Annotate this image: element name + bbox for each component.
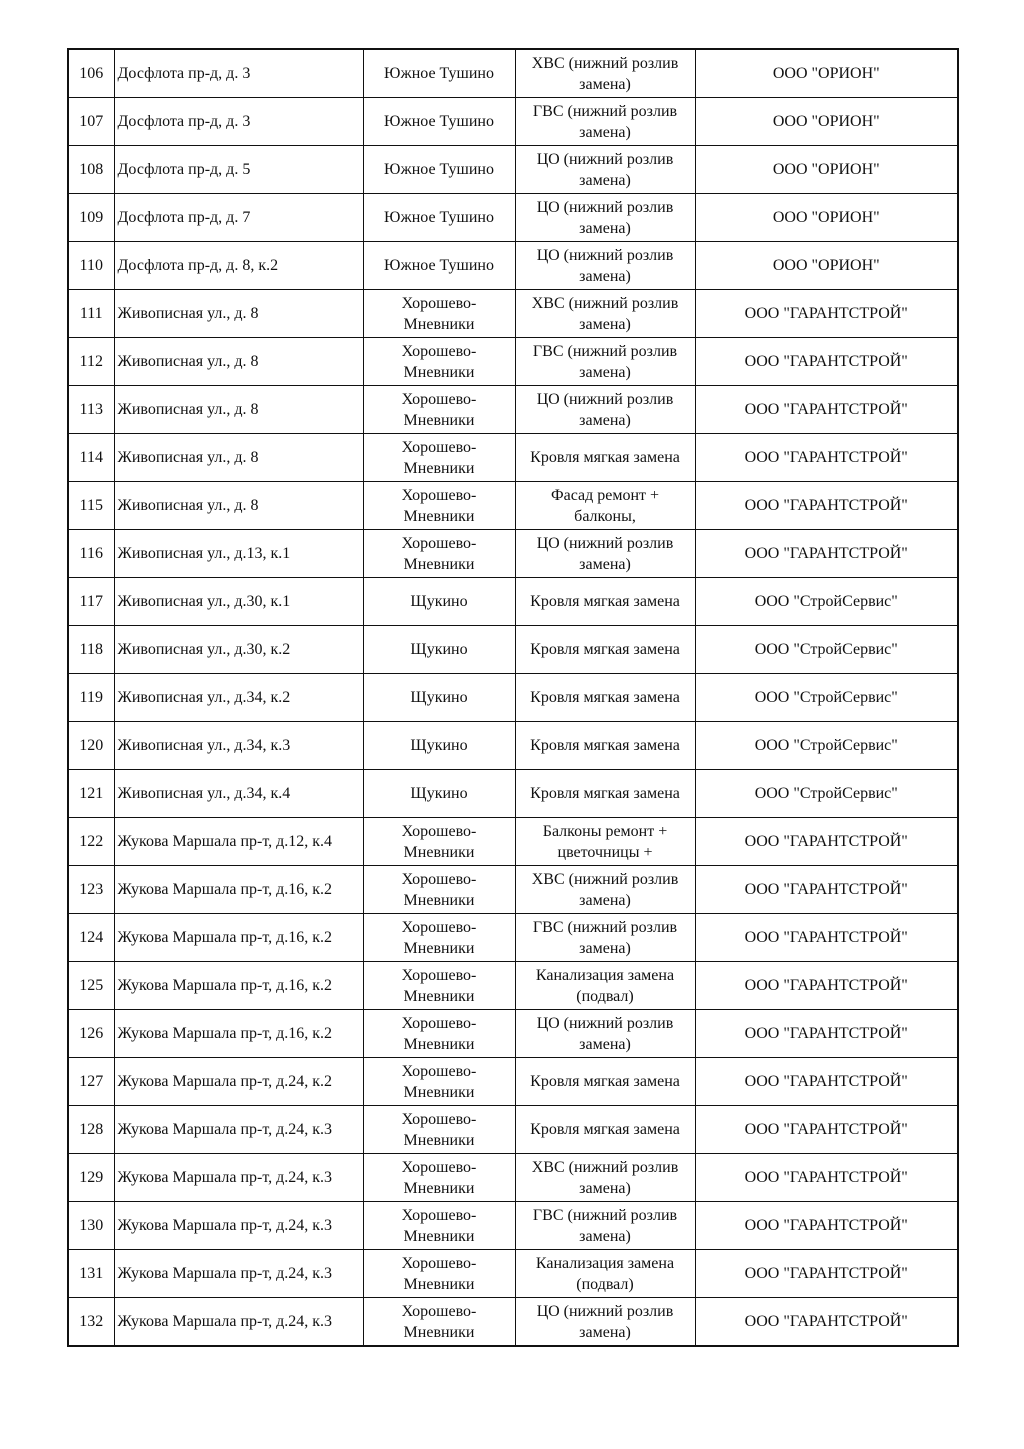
address-cell: Жукова Маршала пр-т, д.24, к.3 (114, 1298, 363, 1347)
district-line: Хорошево- (401, 294, 477, 312)
address-cell: Живописная ул., д. 8 (114, 386, 363, 434)
row-number: 132 (68, 1298, 114, 1347)
district-cell (363, 482, 515, 530)
work-type-line: ГВС (нижний розлив (532, 918, 678, 936)
row-number: 117 (68, 578, 114, 626)
address-cell: Жукова Маршала пр-т, д.24, к.2 (114, 1058, 363, 1106)
works-table (67, 48, 959, 1347)
district-cell (363, 1106, 515, 1154)
row-number: 109 (68, 194, 114, 242)
district-line: Мневники (403, 1275, 475, 1293)
district-line: Хорошево- (401, 1302, 477, 1320)
contractor-cell: ООО "ГАРАНТСТРОЙ" (695, 1058, 958, 1106)
table-row (68, 290, 958, 338)
table-row (68, 1154, 958, 1202)
district-cell (363, 1202, 515, 1250)
work-type-line: замена) (579, 75, 631, 93)
table-row (68, 146, 958, 194)
district-line: Мневники (403, 939, 475, 957)
work-type-cell (515, 338, 695, 386)
address-cell: Жукова Маршала пр-т, д.24, к.3 (114, 1154, 363, 1202)
district-line: Южное Тушино (384, 209, 494, 226)
work-type-cell (515, 194, 695, 242)
contractor-cell: ООО "ГАРАНТСТРОЙ" (695, 818, 958, 866)
row-number: 112 (68, 338, 114, 386)
work-type-cell (515, 626, 695, 674)
work-type-line: замена) (579, 123, 631, 141)
district-cell (363, 386, 515, 434)
row-number: 126 (68, 1010, 114, 1058)
address-cell: Живописная ул., д.30, к.1 (114, 578, 363, 626)
address-cell: Досфлота пр-д, д. 7 (114, 194, 363, 242)
row-number: 127 (68, 1058, 114, 1106)
district-cell (363, 194, 515, 242)
work-type-cell (515, 578, 695, 626)
district-line: Щукино (410, 689, 468, 706)
address-cell: Живописная ул., д.13, к.1 (114, 530, 363, 578)
district-line: Мневники (403, 843, 475, 861)
district-line: Хорошево- (401, 1062, 477, 1080)
contractor-cell: ООО "ГАРАНТСТРОЙ" (695, 1106, 958, 1154)
work-type-line: ЦО (нижний розлив (536, 246, 674, 264)
district-line: Мневники (403, 1227, 475, 1245)
work-type-cell (515, 770, 695, 818)
district-line: Щукино (410, 785, 468, 802)
work-type-line: Канализация замена (535, 1254, 675, 1272)
work-type-line: балконы, (574, 507, 636, 525)
district-line: Хорошево- (401, 822, 477, 840)
work-type-line: Кровля мягкая замена (530, 449, 680, 466)
work-type-line: (подвал) (576, 987, 634, 1005)
work-type-line: Кровля мягкая замена (530, 785, 680, 802)
table-row (68, 1202, 958, 1250)
district-cell (363, 98, 515, 146)
address-cell: Жукова Маршала пр-т, д.16, к.2 (114, 914, 363, 962)
work-type-line: Кровля мягкая замена (530, 1121, 680, 1138)
table-row (68, 866, 958, 914)
work-type-cell (515, 818, 695, 866)
district-line: Мневники (403, 1131, 475, 1149)
district-cell (363, 818, 515, 866)
address-cell: Живописная ул., д. 8 (114, 290, 363, 338)
table-row (68, 578, 958, 626)
work-type-line: замена) (579, 411, 631, 429)
work-type-cell (515, 1106, 695, 1154)
row-number: 125 (68, 962, 114, 1010)
row-number: 115 (68, 482, 114, 530)
work-type-line: ХВС (нижний розлив (531, 294, 679, 312)
work-type-cell (515, 866, 695, 914)
table-row (68, 674, 958, 722)
row-number: 118 (68, 626, 114, 674)
district-line: Мневники (403, 459, 475, 477)
address-cell: Живописная ул., д.30, к.2 (114, 626, 363, 674)
district-cell (363, 146, 515, 194)
works-table-body (68, 49, 958, 1346)
table-row (68, 434, 958, 482)
address-cell: Жукова Маршала пр-т, д.24, к.3 (114, 1106, 363, 1154)
district-line: Хорошево- (401, 1014, 477, 1032)
table-row (68, 1298, 958, 1347)
contractor-cell: ООО "ГАРАНТСТРОЙ" (695, 1202, 958, 1250)
work-type-cell (515, 146, 695, 194)
address-cell: Досфлота пр-д, д. 8, к.2 (114, 242, 363, 290)
work-type-line: ГВС (нижний розлив (532, 1206, 678, 1224)
contractor-cell: ООО "ОРИОН" (695, 194, 958, 242)
table-row (68, 1058, 958, 1106)
contractor-cell: ООО "СтройСервис" (695, 770, 958, 818)
row-number: 129 (68, 1154, 114, 1202)
district-line: Мневники (403, 555, 475, 573)
work-type-cell (515, 914, 695, 962)
work-type-cell (515, 482, 695, 530)
district-line: Мневники (403, 1323, 475, 1341)
contractor-cell: ООО "ГАРАНТСТРОЙ" (695, 482, 958, 530)
work-type-line: замена) (579, 219, 631, 237)
district-line: Южное Тушино (384, 161, 494, 178)
contractor-cell: ООО "СтройСервис" (695, 674, 958, 722)
contractor-cell: ООО "СтройСервис" (695, 578, 958, 626)
address-cell: Живописная ул., д.34, к.3 (114, 722, 363, 770)
district-line: Хорошево- (401, 1158, 477, 1176)
table-row (68, 530, 958, 578)
contractor-cell: ООО "ГАРАНТСТРОЙ" (695, 1154, 958, 1202)
contractor-cell: ООО "ГАРАНТСТРОЙ" (695, 434, 958, 482)
row-number: 110 (68, 242, 114, 290)
district-cell (363, 1250, 515, 1298)
address-cell: Досфлота пр-д, д. 3 (114, 49, 363, 98)
table-row (68, 482, 958, 530)
address-cell: Живописная ул., д.34, к.2 (114, 674, 363, 722)
address-cell: Живописная ул., д. 8 (114, 338, 363, 386)
work-type-line: замена) (579, 555, 631, 573)
work-type-line: ЦО (нижний розлив (536, 1302, 674, 1320)
row-number: 122 (68, 818, 114, 866)
work-type-line: ЦО (нижний розлив (536, 534, 674, 552)
table-row (68, 818, 958, 866)
row-number: 123 (68, 866, 114, 914)
work-type-line: ХВС (нижний розлив (531, 54, 679, 72)
work-type-cell (515, 98, 695, 146)
district-line: Хорошево- (401, 918, 477, 936)
district-cell (363, 578, 515, 626)
district-cell (363, 866, 515, 914)
work-type-cell (515, 1202, 695, 1250)
row-number: 116 (68, 530, 114, 578)
contractor-cell: ООО "ГАРАНТСТРОЙ" (695, 866, 958, 914)
contractor-cell: ООО "ГАРАНТСТРОЙ" (695, 962, 958, 1010)
contractor-cell: ООО "ГАРАНТСТРОЙ" (695, 914, 958, 962)
work-type-cell (515, 722, 695, 770)
table-row (68, 49, 958, 98)
work-type-line: ЦО (нижний розлив (536, 198, 674, 216)
contractor-cell: ООО "ГАРАНТСТРОЙ" (695, 530, 958, 578)
district-cell (363, 722, 515, 770)
work-type-line: ЦО (нижний розлив (536, 390, 674, 408)
work-type-cell (515, 1154, 695, 1202)
document-page (67, 48, 957, 1347)
work-type-line: Канализация замена (535, 966, 675, 984)
contractor-cell: ООО "ГАРАНТСТРОЙ" (695, 290, 958, 338)
contractor-cell: ООО "ОРИОН" (695, 242, 958, 290)
contractor-cell: ООО "ОРИОН" (695, 98, 958, 146)
district-cell (363, 962, 515, 1010)
work-type-cell (515, 386, 695, 434)
contractor-cell: ООО "ГАРАНТСТРОЙ" (695, 386, 958, 434)
contractor-cell: ООО "ГАРАНТСТРОЙ" (695, 1298, 958, 1347)
work-type-cell (515, 242, 695, 290)
work-type-line: замена) (579, 1227, 631, 1245)
district-line: Мневники (403, 363, 475, 381)
row-number: 119 (68, 674, 114, 722)
work-type-line: ЦО (нижний розлив (536, 150, 674, 168)
work-type-cell (515, 1058, 695, 1106)
work-type-cell (515, 674, 695, 722)
district-cell (363, 1058, 515, 1106)
table-row (68, 1250, 958, 1298)
work-type-line: замена) (579, 171, 631, 189)
address-cell: Жукова Маршала пр-т, д.24, к.3 (114, 1202, 363, 1250)
work-type-line: замена) (579, 1323, 631, 1341)
district-cell (363, 530, 515, 578)
district-line: Южное Тушино (384, 65, 494, 82)
district-line: Щукино (410, 737, 468, 754)
work-type-line: (подвал) (576, 1275, 634, 1293)
row-number: 131 (68, 1250, 114, 1298)
table-row (68, 626, 958, 674)
address-cell: Живописная ул., д. 8 (114, 482, 363, 530)
table-row (68, 194, 958, 242)
row-number: 120 (68, 722, 114, 770)
contractor-cell: ООО "ГАРАНТСТРОЙ" (695, 338, 958, 386)
district-line: Хорошево- (401, 438, 477, 456)
address-cell: Жукова Маршала пр-т, д.12, к.4 (114, 818, 363, 866)
work-type-line: ГВС (нижний розлив (532, 342, 678, 360)
row-number: 114 (68, 434, 114, 482)
district-cell (363, 1298, 515, 1347)
district-line: Хорошево- (401, 1206, 477, 1224)
district-line: Хорошево- (401, 390, 477, 408)
work-type-cell (515, 962, 695, 1010)
district-line: Мневники (403, 891, 475, 909)
work-type-cell (515, 1010, 695, 1058)
district-line: Щукино (410, 641, 468, 658)
contractor-cell: ООО "ОРИОН" (695, 49, 958, 98)
address-cell: Жукова Маршала пр-т, д.16, к.2 (114, 962, 363, 1010)
table-row (68, 1106, 958, 1154)
row-number: 111 (68, 290, 114, 338)
address-cell: Жукова Маршала пр-т, д.24, к.3 (114, 1250, 363, 1298)
table-row (68, 338, 958, 386)
district-cell (363, 49, 515, 98)
district-cell (363, 338, 515, 386)
contractor-cell: ООО "СтройСервис" (695, 722, 958, 770)
contractor-cell: ООО "ГАРАНТСТРОЙ" (695, 1010, 958, 1058)
row-number: 124 (68, 914, 114, 962)
work-type-line: замена) (579, 363, 631, 381)
work-type-line: замена) (579, 267, 631, 285)
work-type-cell (515, 434, 695, 482)
table-row (68, 242, 958, 290)
district-line: Южное Тушино (384, 257, 494, 274)
row-number: 108 (68, 146, 114, 194)
district-cell (363, 1154, 515, 1202)
table-row (68, 98, 958, 146)
district-cell (363, 290, 515, 338)
district-line: Хорошево- (401, 870, 477, 888)
district-line: Мневники (403, 507, 475, 525)
district-line: Мневники (403, 1083, 475, 1101)
district-line: Мневники (403, 411, 475, 429)
work-type-line: Кровля мягкая замена (530, 689, 680, 706)
contractor-cell: ООО "СтройСервис" (695, 626, 958, 674)
district-cell (363, 1010, 515, 1058)
work-type-cell (515, 1250, 695, 1298)
district-cell (363, 434, 515, 482)
work-type-line: ХВС (нижний розлив (531, 870, 679, 888)
table-row (68, 962, 958, 1010)
address-cell: Живописная ул., д.34, к.4 (114, 770, 363, 818)
district-line: Хорошево- (401, 342, 477, 360)
address-cell: Досфлота пр-д, д. 3 (114, 98, 363, 146)
row-number: 106 (68, 49, 114, 98)
district-cell (363, 674, 515, 722)
work-type-cell (515, 290, 695, 338)
district-cell (363, 242, 515, 290)
table-row (68, 770, 958, 818)
district-cell (363, 626, 515, 674)
district-line: Хорошево- (401, 1110, 477, 1128)
work-type-line: Кровля мягкая замена (530, 737, 680, 754)
work-type-line: замена) (579, 1179, 631, 1197)
district-line: Хорошево- (401, 1254, 477, 1272)
district-line: Хорошево- (401, 534, 477, 552)
work-type-line: Фасад ремонт + (550, 486, 660, 504)
address-cell: Досфлота пр-д, д. 5 (114, 146, 363, 194)
work-type-cell (515, 530, 695, 578)
work-type-line: Кровля мягкая замена (530, 1073, 680, 1090)
district-cell (363, 914, 515, 962)
work-type-cell (515, 49, 695, 98)
table-row (68, 1010, 958, 1058)
work-type-line: Балконы ремонт + (542, 822, 668, 840)
work-type-line: замена) (579, 315, 631, 333)
district-line: Мневники (403, 987, 475, 1005)
contractor-cell: ООО "ГАРАНТСТРОЙ" (695, 1250, 958, 1298)
district-line: Щукино (410, 593, 468, 610)
row-number: 107 (68, 98, 114, 146)
work-type-line: замена) (579, 1035, 631, 1053)
row-number: 121 (68, 770, 114, 818)
work-type-line: Кровля мягкая замена (530, 593, 680, 610)
district-line: Хорошево- (401, 966, 477, 984)
table-row (68, 386, 958, 434)
district-cell (363, 770, 515, 818)
contractor-cell: ООО "ОРИОН" (695, 146, 958, 194)
address-cell: Живописная ул., д. 8 (114, 434, 363, 482)
work-type-line: ХВС (нижний розлив (531, 1158, 679, 1176)
work-type-line: цветочницы + (557, 843, 653, 861)
table-row (68, 914, 958, 962)
address-cell: Жукова Маршала пр-т, д.16, к.2 (114, 866, 363, 914)
work-type-line: ГВС (нижний розлив (532, 102, 678, 120)
district-line: Южное Тушино (384, 113, 494, 130)
district-line: Мневники (403, 1179, 475, 1197)
work-type-cell (515, 1298, 695, 1347)
table-row (68, 722, 958, 770)
row-number: 128 (68, 1106, 114, 1154)
row-number: 113 (68, 386, 114, 434)
work-type-line: замена) (579, 891, 631, 909)
work-type-line: Кровля мягкая замена (530, 641, 680, 658)
work-type-line: ЦО (нижний розлив (536, 1014, 674, 1032)
district-line: Хорошево- (401, 486, 477, 504)
work-type-line: замена) (579, 939, 631, 957)
address-cell: Жукова Маршала пр-т, д.16, к.2 (114, 1010, 363, 1058)
row-number: 130 (68, 1202, 114, 1250)
district-line: Мневники (403, 1035, 475, 1053)
district-line: Мневники (403, 315, 475, 333)
